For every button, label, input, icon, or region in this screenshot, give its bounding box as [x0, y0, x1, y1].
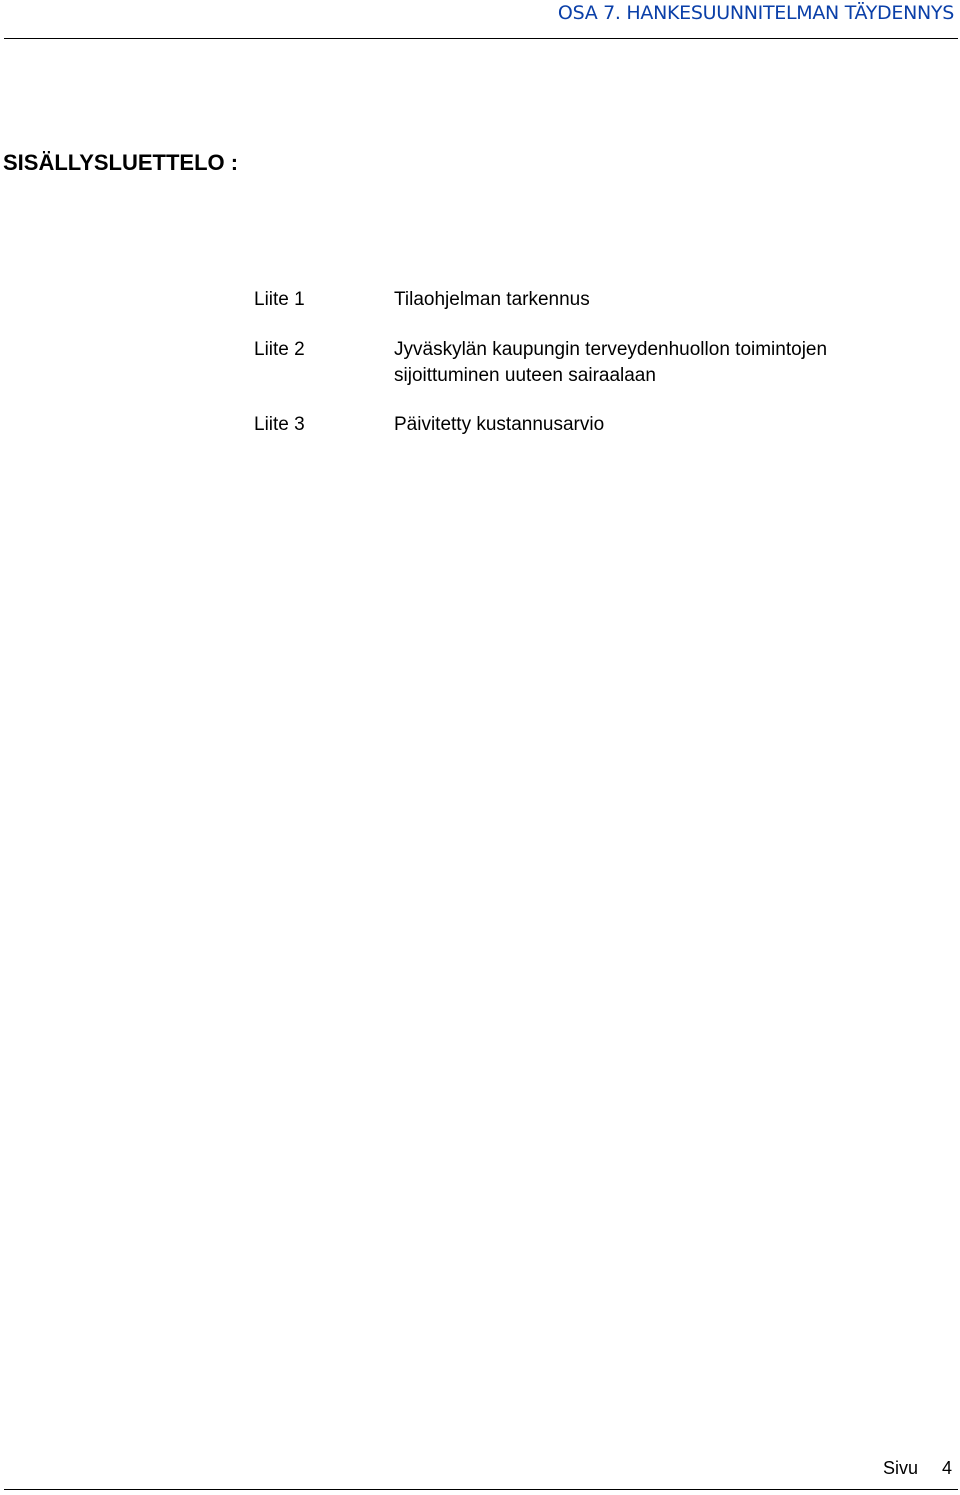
toc-entry-label: Liite 2	[254, 339, 305, 360]
page-number: 4	[941, 1458, 952, 1478]
header-divider	[4, 38, 958, 39]
toc-entry-label: Liite 1	[254, 289, 305, 310]
document-title: OSA 7. HANKESUUNNITELMAN TÄYDENNYS	[557, 2, 954, 24]
footer-divider	[4, 1489, 958, 1490]
page-label: Sivu	[882, 1458, 918, 1478]
toc-entry-label: Liite 3	[254, 414, 305, 435]
toc-entry-text: Tilaohjelman tarkennus	[394, 289, 590, 310]
page-header	[0, 0, 960, 40]
toc-entry-text: Päivitetty kustannusarvio	[394, 414, 605, 435]
toc-heading: SISÄLLYSLUETTELO :	[3, 150, 239, 175]
toc-entry-text: Jyväskylän kaupungin terveydenhuollon toimintojen sijoittuminen uuteen sairaalaan	[394, 339, 828, 386]
page-footer	[883, 1458, 952, 1479]
